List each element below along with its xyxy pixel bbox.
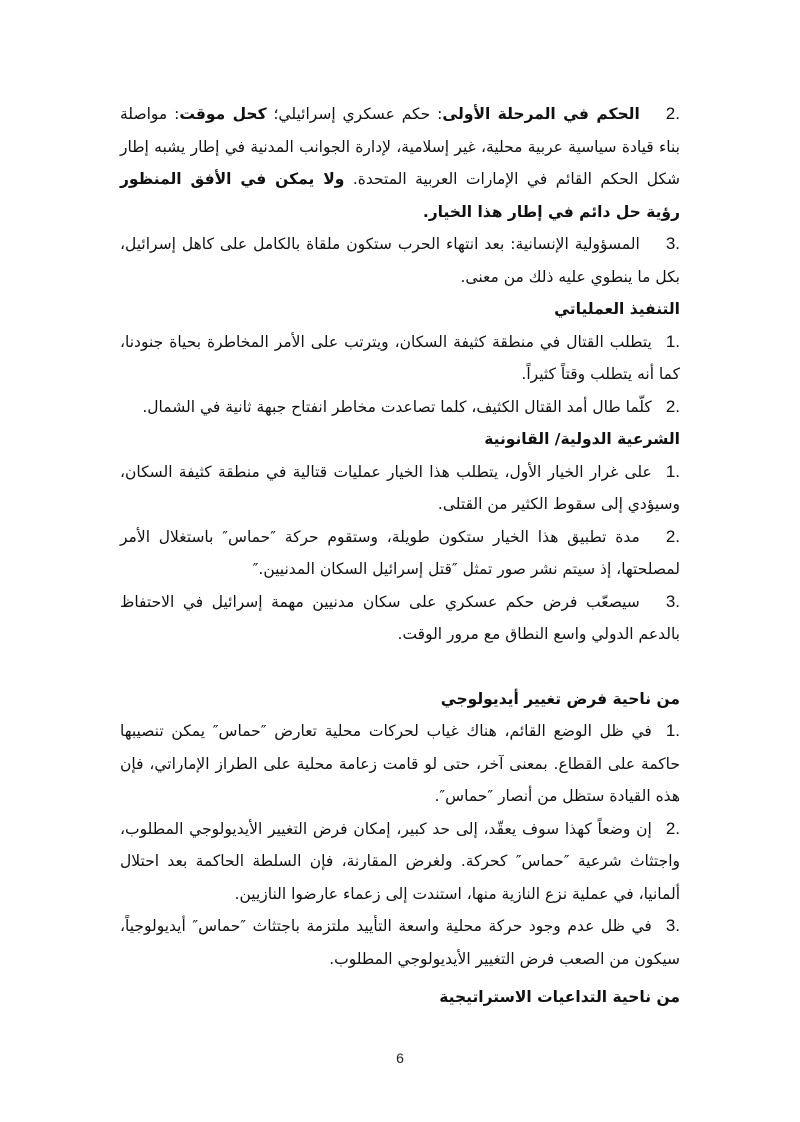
item-number: 2. <box>665 818 680 838</box>
heading-ideology: من ناحية فرض تغيير أيديولوجي <box>440 689 680 708</box>
item-number: 2. <box>665 396 680 416</box>
item-number: 2. <box>665 526 680 546</box>
item-text: في ظل الوضع القائم، هناك غياب لحركات محلية تعارض ″حماس″ يمكن تنصيبها حاكمة على القطاع. بمعنى آخر، حتى لو قامت زعامة محلية على الطراز الإماراتي، فإن هذه القيادة ستظل من أنصار ″حماس″. <box>120 722 680 805</box>
list-item <box>120 715 680 813</box>
heading-strategic: من ناحية التداعيات الاستراتيجية <box>439 988 680 1006</box>
item-text: المسؤولية الإنسانية: بعد انتهاء الحرب ستكون ملقاة بالكامل على كاهل إسرائيل، بكل ما ينطوي عليه ذلك من معنى. <box>120 235 680 286</box>
item-text: يتطلب القتال في منطقة كثيفة السكان، ويترتب على الأمر المخاطرة بحياة جنودنا، كما أنه يتطلب وقتاً كثيراً. <box>120 332 680 383</box>
item-text: إن وضعاً كهذا سوف يعقّد، إلى حد كبير، إمكان فرض التغيير الأيديولوجي المطلوب، واجتثاث شرعية ″حماس″ كحركة. ولغرض المقارنة، فإن السلطة الحاكمة بعد احتلال ألمانيا، في عملية نزع النازية منها، استندت إلى زعماء عارضوا النازيين. <box>120 819 680 903</box>
item-number: 1. <box>665 331 680 351</box>
item-text: : مواصلة بناء قيادة سياسية عربية محلية، غير إسلامية، لإدارة الجوانب المدنية في إطار يشبه إطار شكل الحكم القائم في الإمارات العربية المتحدة. <box>120 105 680 188</box>
heading-legitimacy: الشرعية الدولية/ القانونية <box>484 430 680 448</box>
bold-mid: كحل موقت <box>179 105 267 123</box>
item-text: في ظل عدم وجود حركة محلية واسعة التأييد ملتزمة باجتثاث ″حماس″ أيديولوجياً، سيكون من الصعب فرض التغيير الأيديولوجي المطلوب. <box>120 917 680 968</box>
heading-operational: التنفيذ العملياتي <box>554 300 680 318</box>
item-text: كلّما طال أمد القتال الكثيف، كلما تصاعدت مخاطر انفتاح جبهة ثانية في الشمال. <box>142 397 652 416</box>
page-number: 6 <box>396 1050 404 1066</box>
item-text: على غرار الخيار الأول، يتطلب هذا الخيار عمليات قتالية في منطقة كثيفة السكان، وسيؤدي إلى سقوط الكثير من القتلى. <box>120 462 680 513</box>
item-number: 3. <box>665 234 680 253</box>
bold-tail: ولا يمكن في الأفق المنظور رؤية حل دائم في إطار هذا الخيار. <box>120 170 680 221</box>
item-number: 2. <box>665 104 680 123</box>
list-item <box>120 521 680 586</box>
list-item <box>120 326 680 391</box>
spacer <box>120 651 680 683</box>
item-number: 3. <box>665 591 680 611</box>
list-item <box>120 813 680 911</box>
item-text: سيصعّب فرض حكم عسكري على سكان مدنيين مهمة إسرائيل في الاحتفاظ بالدعم الدولي واسع النطاق مع مرور الوقت. <box>120 592 680 643</box>
list-item <box>120 910 680 975</box>
governance-item-3 <box>120 228 680 293</box>
governance-item-2 <box>120 98 680 228</box>
item-number: 1. <box>665 461 680 481</box>
document-page <box>120 98 680 1014</box>
list-item <box>120 586 680 651</box>
item-number: 3. <box>665 916 680 935</box>
list-item <box>120 456 680 521</box>
list-item <box>120 391 680 424</box>
item-number: 1. <box>665 721 680 740</box>
item-text: مدة تطبيق هذا الخيار ستكون طويلة، وستقوم حركة ″حماس″ باستغلال الأمر لمصلحتها، إذ سيتم نشر صور تمثل ″قتل إسرائيل السكان المدنيين.″ <box>120 527 680 578</box>
item-text: : حكم عسكري إسرائيلي؛ <box>266 105 443 123</box>
bold-lead: الحكم في المرحلة الأولى <box>442 105 640 123</box>
